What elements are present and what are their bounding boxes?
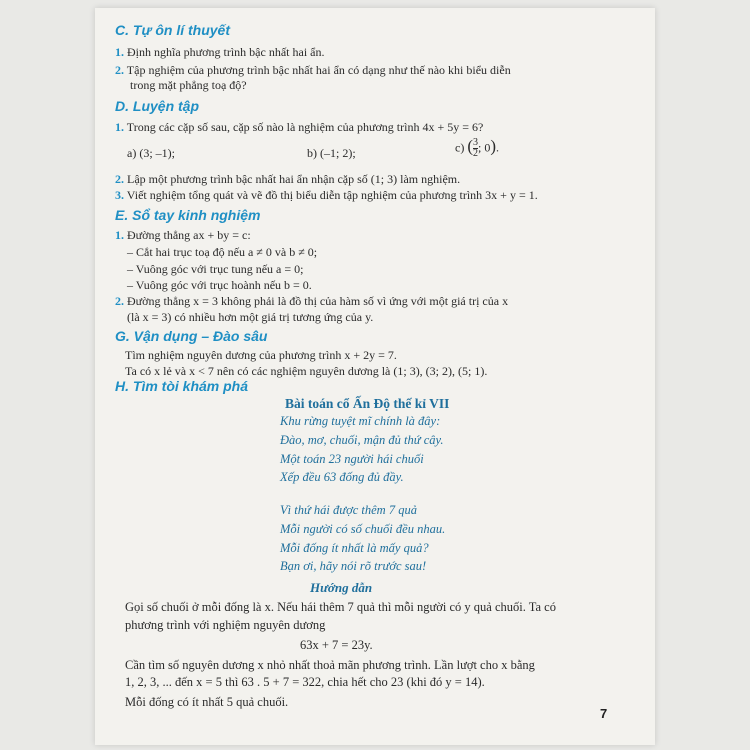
item-number: 2. xyxy=(115,63,124,77)
poem-line: Vì thứ hái được thêm 7 quả xyxy=(280,503,417,517)
guide-line-4: 1, 2, 3, ... đến x = 5 thì 63 . 5 + 7 = 322, chia hết cho 23 (khi đó y = 14). xyxy=(125,675,485,689)
guide-line-1: Gọi số chuối ở mỗi đống là x. Nếu hái thêm 7 quả thì mỗi người có y quả chuối. Ta có xyxy=(125,600,556,614)
item-number: 2. xyxy=(115,294,124,308)
e-item-2-cont: (là x = 3) có nhiều hơn một giá trị tương ứng của y. xyxy=(127,310,374,324)
poem-title: Bài toán cổ Ấn Độ thế kỉ VII xyxy=(285,396,450,411)
g-line-2: Ta có x lẻ và x < 7 nên có các nghiệm nguyên dương là (1; 3), (3; 2), (5; 1). xyxy=(125,364,488,378)
c-item-1: 1. Định nghĩa phương trình bậc nhất hai ẩn. xyxy=(115,45,325,59)
guide-line-5: Mỗi đống có ít nhất 5 quả chuối. xyxy=(125,695,289,709)
d-option-a: a) (3; –1); xyxy=(127,146,175,160)
e-item-2: 2. Đường thẳng x = 3 không phải là đồ thị của hàm số vì ứng với một giá trị của x xyxy=(115,294,509,308)
poem-line: Đào, mơ, chuối, mận đủ thứ cây. xyxy=(280,433,444,447)
poem-line: Mỗi người có số chuối đều nhau. xyxy=(280,522,446,536)
equation: 63x + 7 = 23y. xyxy=(300,638,373,652)
e-item-1b: – Vuông góc với trục tung nếu a = 0; xyxy=(127,262,304,276)
d-option-c: c) ($\frac{3}{2}$ ; 0). xyxy=(455,136,500,159)
item-number: 1. xyxy=(115,228,124,242)
fraction: $\frac{3}{2}$ xyxy=(473,137,478,159)
poem-line: Bạn ơi, hãy nói rõ trước sau! xyxy=(280,559,427,573)
item-number: 1. xyxy=(115,45,124,59)
e-item-1: 1. Đường thẳng ax + by = c: xyxy=(115,228,251,242)
d-option-b: b) (–1; 2); xyxy=(307,146,356,160)
g-line-1: Tìm nghiệm nguyên dương của phương trình x + 2y = 7. xyxy=(125,348,397,362)
guide-line-2: phương trình với nghiệm nguyên dương xyxy=(125,618,326,632)
e-item-1a: – Cắt hai trục toạ độ nếu a ≠ 0 và b ≠ 0; xyxy=(127,245,318,259)
section-d-heading: D. Luyện tập xyxy=(115,98,200,114)
poem-line: Xếp đều 63 đống đủ đầy. xyxy=(280,470,404,484)
page-number: 7 xyxy=(600,706,608,721)
d-question-2: 2. Lập một phương trình bậc nhất hai ẩn nhận cặp số (1; 3) làm nghiệm. xyxy=(115,172,461,186)
d-question-1: 1. Trong các cặp số sau, cặp số nào là nghiệm của phương trình 4x + 5y = 6? xyxy=(115,120,484,134)
textbook-page xyxy=(95,8,655,745)
section-g-heading: G. Vận dụng – Đào sâu xyxy=(115,328,268,344)
guide-heading: Hướng dẫn xyxy=(310,580,373,595)
d-question-3: 3. Viết nghiệm tổng quát và vẽ đồ thị biểu diễn tập nghiệm của phương trình 3x + y = 1. xyxy=(115,188,538,202)
c-item-2: 2. Tập nghiệm của phương trình bậc nhất hai ẩn có dạng như thế nào khi biểu diễn xyxy=(115,63,511,77)
poem-line: Khu rừng tuyệt mĩ chính là đây: xyxy=(280,414,441,428)
section-h-heading: H. Tìm tòi khám phá xyxy=(115,378,249,394)
poem-line: Mỗi đống ít nhất là mấy quả? xyxy=(280,541,429,555)
guide-line-3: Cần tìm số nguyên dương x nhỏ nhất thoả mãn phương trình. Lần lượt cho x bằng xyxy=(125,658,535,672)
e-item-1c: – Vuông góc với trục hoành nếu b = 0. xyxy=(127,278,312,292)
item-number: 3. xyxy=(115,188,124,202)
item-number: 1. xyxy=(115,120,124,134)
section-e-heading: E. Sổ tay kinh nghiệm xyxy=(115,207,261,223)
c-item-2-cont: trong mặt phẳng toạ độ? xyxy=(130,78,247,92)
section-c-heading: C. Tự ôn lí thuyết xyxy=(115,22,230,38)
poem-line: Một toán 23 người hái chuối xyxy=(280,452,424,466)
item-number: 2. xyxy=(115,172,124,186)
